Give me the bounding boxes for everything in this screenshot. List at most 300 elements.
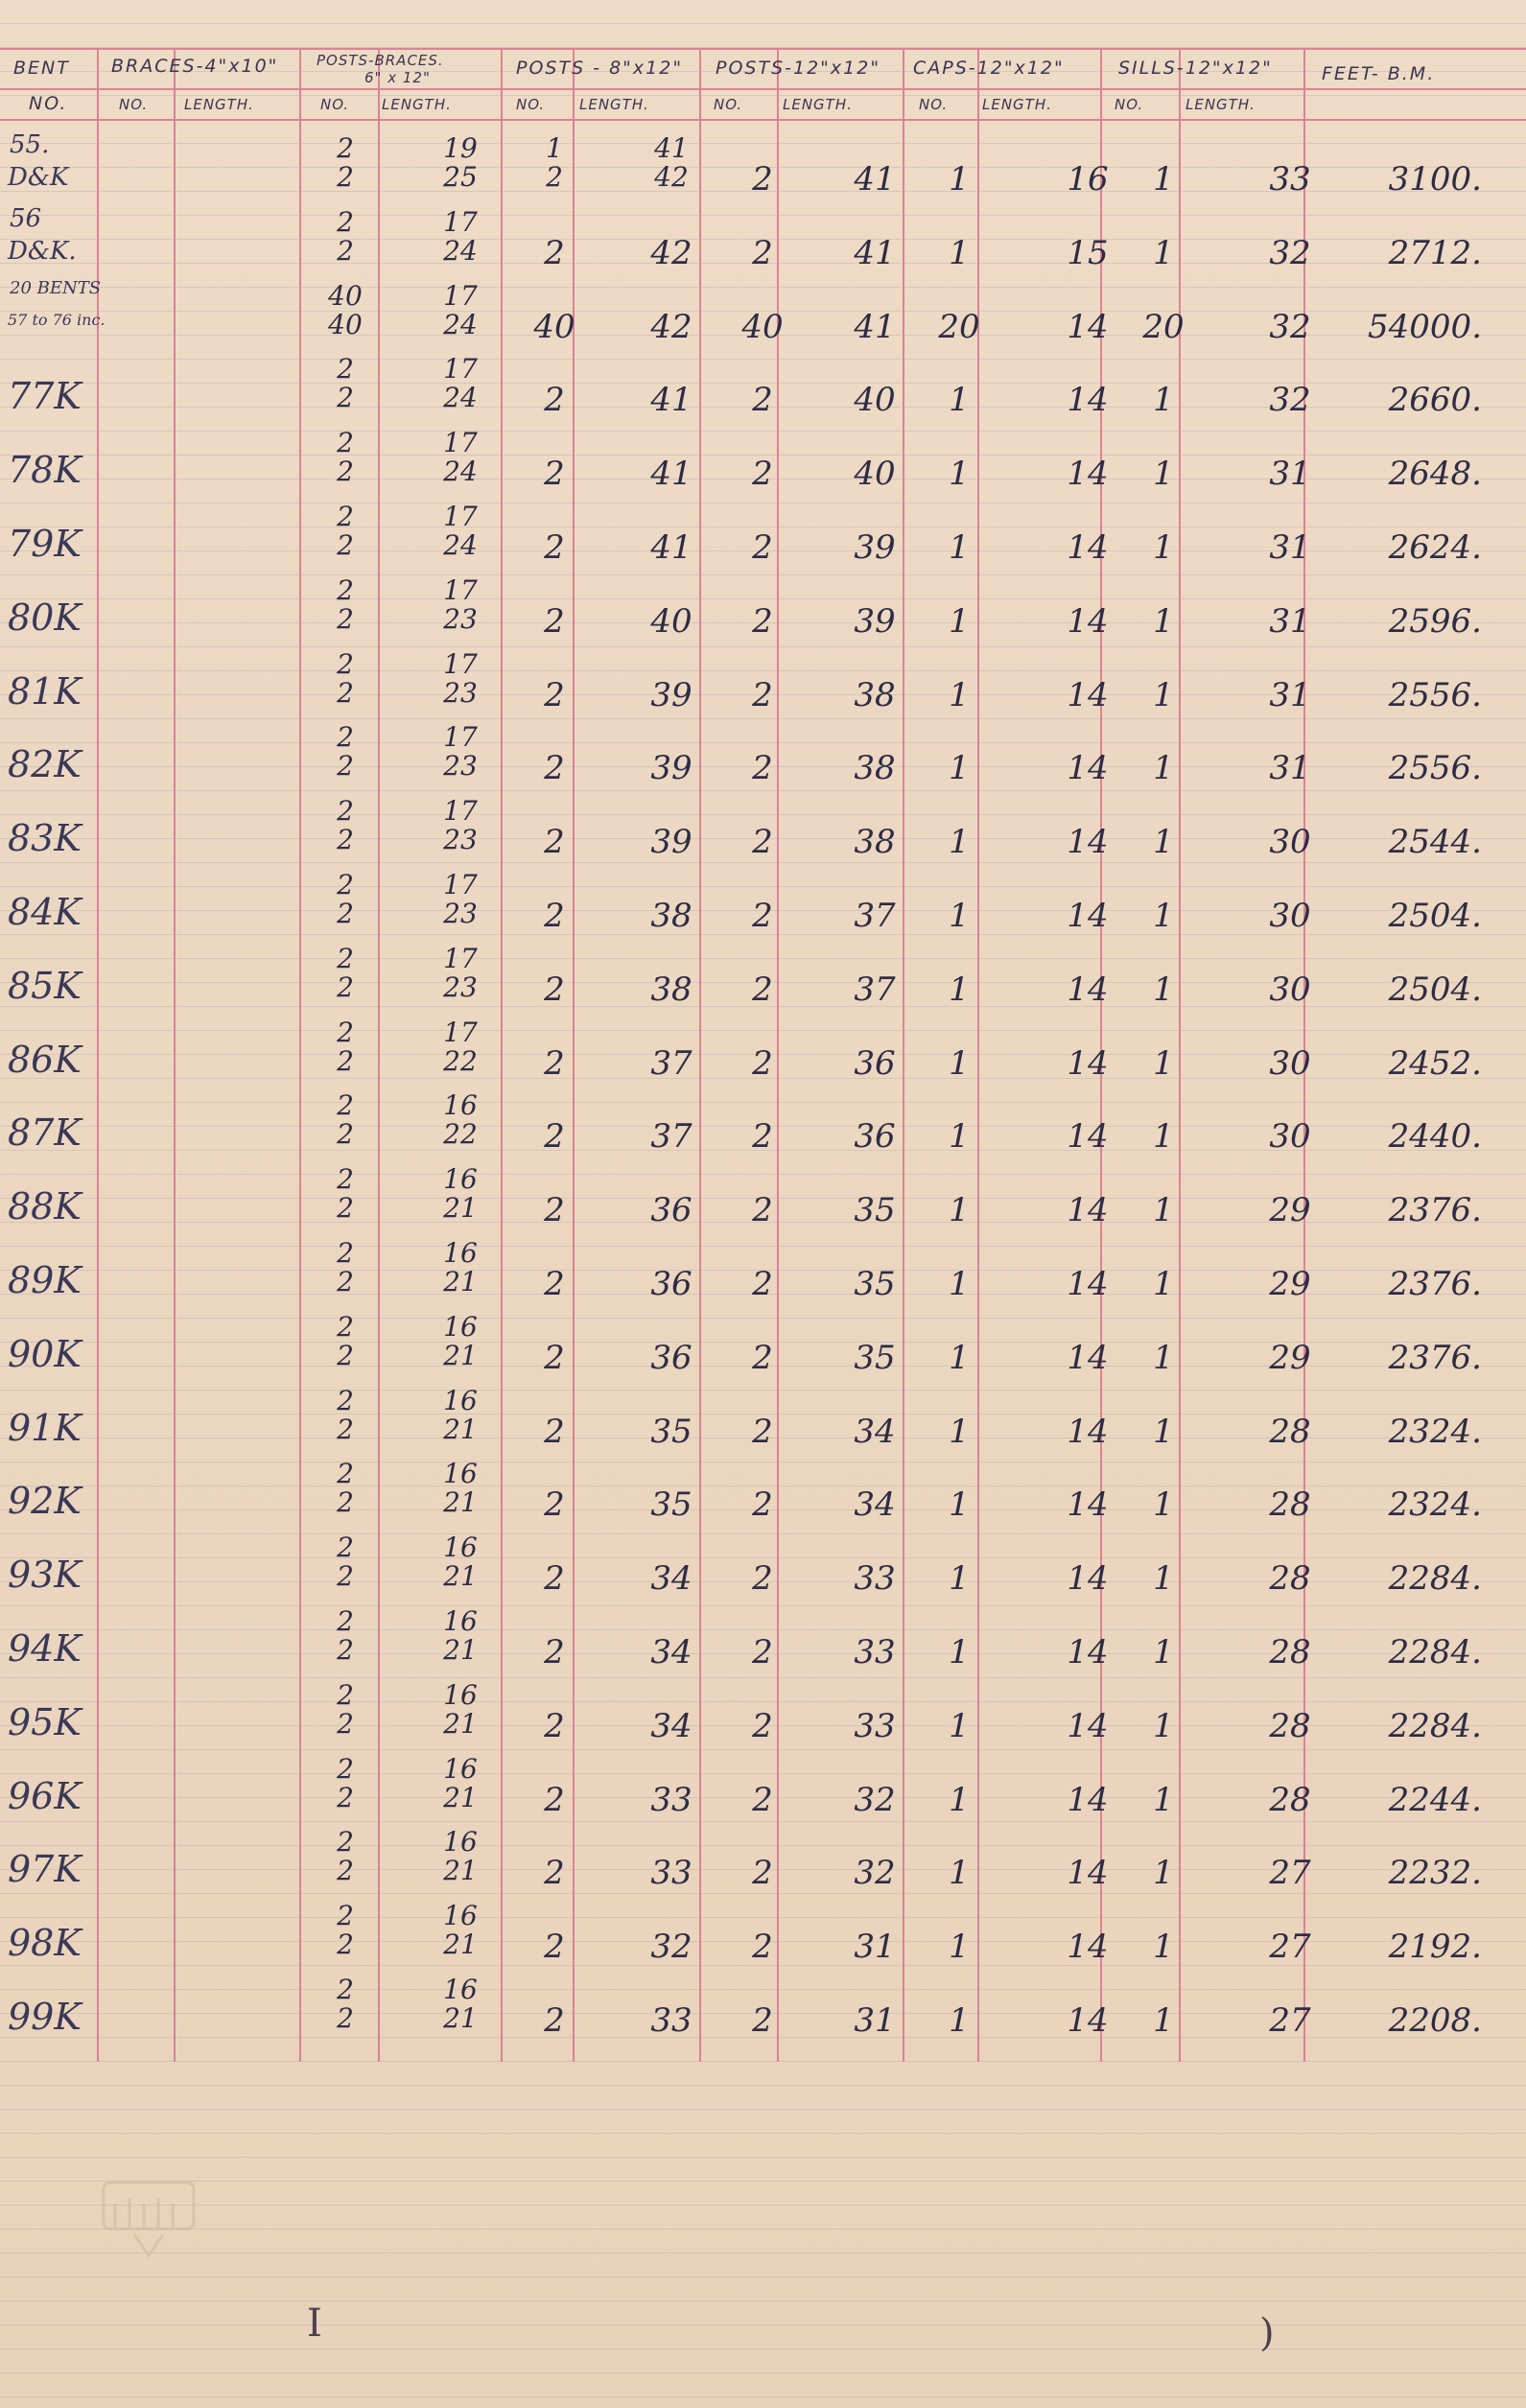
post-braces-length-value: 16 <box>443 1826 478 1859</box>
post-braces-no-value: 2 <box>337 795 354 828</box>
posts8-length: 36 <box>650 1338 693 1377</box>
sills-no: 1 <box>1153 160 1174 199</box>
post-braces-length-value: 16 <box>443 1900 478 1932</box>
post-braces-no-value: 2 <box>337 676 354 709</box>
post-braces-no <box>328 279 363 340</box>
post-braces-length-value: 21 <box>443 1266 478 1298</box>
post-braces-no-value: 2 <box>337 898 354 929</box>
column-rule <box>501 48 503 2062</box>
post-braces-length <box>443 279 478 340</box>
posts12-length: 35 <box>854 1338 896 1377</box>
bent-label: 98K <box>8 1922 82 1965</box>
sills-no: 1 <box>1153 1633 1174 1672</box>
post-braces-length <box>443 1384 478 1445</box>
header-posts-12x12: POSTS-12"x12" <box>716 58 881 79</box>
sills-length: 28 <box>1269 1633 1311 1672</box>
bent-label: 86K <box>8 1038 82 1081</box>
bent-note: 55. <box>10 130 50 159</box>
post-braces-length-value: 22 <box>443 1044 478 1077</box>
post-braces-no-value: 2 <box>337 1339 354 1371</box>
footer-mark-right: ) <box>1259 2311 1275 2355</box>
posts8-no-value: 1 <box>546 132 563 164</box>
post-braces-no <box>337 1828 354 1885</box>
posts8-no: 2 <box>544 528 565 567</box>
posts12-no: 2 <box>752 1338 773 1377</box>
post-braces-length <box>443 1239 478 1297</box>
subheader-sills-length: LENGTH. <box>1186 96 1256 113</box>
caps-length: 14 <box>1067 1559 1109 1599</box>
post-braces-no <box>337 1018 354 1076</box>
caps-no: 1 <box>949 970 970 1009</box>
feet-bm-value: 54000. <box>1368 307 1482 346</box>
column-rule <box>174 48 176 2062</box>
posts12-no: 2 <box>752 1485 773 1525</box>
sills-length: 27 <box>1269 2001 1311 2040</box>
post-braces-no <box>337 429 354 486</box>
column-rule <box>299 48 301 2062</box>
sills-no: 1 <box>1153 2001 1174 2040</box>
post-braces-length-value: 24 <box>443 308 478 340</box>
header-braces: BRACES-4"x10" <box>111 56 279 77</box>
post-braces-no-value: 2 <box>337 1089 354 1122</box>
posts12-no: 2 <box>752 528 773 567</box>
post-braces-no <box>337 1460 354 1517</box>
sills-length: 30 <box>1269 1117 1311 1157</box>
post-braces-no-value: 2 <box>337 1413 354 1445</box>
subheader-braces-no: NO. <box>119 96 149 113</box>
bent-label: 94K <box>8 1627 82 1670</box>
column-rule <box>903 48 904 2062</box>
caps-length: 14 <box>1067 1928 1109 1967</box>
post-braces-no-value: 2 <box>337 1044 354 1077</box>
post-braces-length-value: 21 <box>443 1634 478 1666</box>
posts12-length: 35 <box>854 1191 896 1230</box>
sills-length: 30 <box>1269 1043 1311 1083</box>
post-braces-no-value: 2 <box>337 234 354 267</box>
feet-bm-value: 2544. <box>1388 823 1482 862</box>
posts8-no: 2 <box>544 233 565 272</box>
post-braces-length-value: 23 <box>443 676 478 709</box>
post-braces-no <box>337 503 354 560</box>
feet-bm-value: 2660. <box>1388 381 1482 420</box>
caps-no: 1 <box>949 2001 970 2040</box>
posts8-length: 33 <box>650 1780 693 1819</box>
post-braces-no <box>337 797 354 854</box>
subheader-braces-length: LENGTH. <box>184 96 254 113</box>
post-braces-length <box>443 1460 478 1517</box>
caps-length: 14 <box>1067 897 1109 935</box>
caps-length: 14 <box>1067 455 1109 494</box>
post-braces-length <box>443 723 478 781</box>
posts12-length: 38 <box>854 675 896 714</box>
sills-no: 1 <box>1153 455 1174 494</box>
post-braces-length-value: 22 <box>443 1118 478 1151</box>
posts12-no: 2 <box>752 675 773 714</box>
posts12-no: 2 <box>752 1780 773 1819</box>
sills-no: 1 <box>1153 1559 1174 1599</box>
posts12-length: 33 <box>854 1633 896 1672</box>
caps-length: 14 <box>1067 1338 1109 1377</box>
post-braces-length <box>443 1310 478 1371</box>
posts12-no: 2 <box>752 749 773 788</box>
column-rule <box>378 48 380 2062</box>
sills-length: 29 <box>1269 1265 1311 1303</box>
post-braces-length <box>443 647 478 709</box>
post-braces-length-value: 17 <box>443 501 478 532</box>
post-braces-no-value: 2 <box>337 1531 354 1564</box>
posts12-no: 2 <box>752 970 773 1009</box>
posts12-no: 2 <box>752 1412 773 1451</box>
sills-no: 1 <box>1153 1338 1174 1377</box>
sills-no: 1 <box>1153 528 1174 567</box>
caps-length: 14 <box>1067 1043 1109 1083</box>
post-braces-length-value: 21 <box>443 1707 478 1740</box>
posts12-length: 41 <box>854 160 896 199</box>
posts8-length: 33 <box>650 2001 693 2040</box>
feet-bm-value: 2556. <box>1388 749 1482 788</box>
posts8-length: 38 <box>650 897 693 935</box>
sills-no: 1 <box>1153 1412 1174 1451</box>
posts12-length: 37 <box>854 897 896 935</box>
sills-length: 28 <box>1269 1780 1311 1819</box>
caps-length: 14 <box>1067 970 1109 1009</box>
sills-length: 32 <box>1269 381 1311 420</box>
sills-length: 28 <box>1269 1706 1311 1745</box>
posts8-no: 2 <box>544 1780 565 1819</box>
subheader-posts12-length: LENGTH. <box>783 96 853 113</box>
bent-label: 78K <box>8 449 82 492</box>
post-braces-no-value: 2 <box>337 353 354 386</box>
posts8-no: 2 <box>544 1633 565 1672</box>
caps-no: 1 <box>949 1191 970 1230</box>
sills-length: 28 <box>1269 1412 1311 1451</box>
post-braces-no-value: 2 <box>337 750 354 783</box>
bent-label: 85K <box>8 964 82 1007</box>
caps-length: 14 <box>1067 1706 1109 1745</box>
posts12-no: 2 <box>752 1706 773 1745</box>
sills-length: 32 <box>1269 233 1311 272</box>
post-braces-no-value: 2 <box>337 132 354 164</box>
feet-bm-value: 2192. <box>1388 1928 1482 1967</box>
bent-label: 95K <box>8 1700 82 1743</box>
posts8-length: 34 <box>650 1633 693 1672</box>
post-braces-length <box>443 1975 478 2033</box>
post-braces-length <box>443 573 478 635</box>
caps-length: 14 <box>1067 381 1109 420</box>
bent-label: 93K <box>8 1554 82 1597</box>
caps-no: 1 <box>949 1338 970 1377</box>
post-braces-length-value: 17 <box>443 427 478 459</box>
caps-no: 1 <box>949 528 970 567</box>
subheader-bent-no: NO. <box>29 93 68 114</box>
post-braces-no <box>337 573 354 635</box>
posts12-no: 2 <box>752 381 773 420</box>
post-braces-no-value: 2 <box>337 1486 354 1519</box>
post-braces-length <box>443 1607 478 1665</box>
post-braces-length-value: 17 <box>443 353 478 386</box>
sills-length: 31 <box>1269 601 1311 641</box>
sills-no: 1 <box>1153 823 1174 862</box>
bent-label: 80K <box>8 596 82 639</box>
sills-length: 29 <box>1269 1191 1311 1230</box>
sills-no: 1 <box>1153 1265 1174 1303</box>
post-braces-no-value: 2 <box>337 1192 354 1225</box>
feet-bm-value: 2504. <box>1388 970 1482 1009</box>
post-braces-no-value: 2 <box>337 501 354 532</box>
posts8-no-value: 2 <box>546 161 563 193</box>
post-braces-no <box>337 647 354 709</box>
posts8-no: 2 <box>544 749 565 788</box>
posts8-length: 38 <box>650 970 693 1009</box>
post-braces-no-value: 2 <box>337 1855 354 1887</box>
caps-length: 14 <box>1067 1633 1109 1672</box>
posts8-no: 2 <box>544 601 565 641</box>
posts8-length: 35 <box>650 1485 693 1525</box>
sills-no: 1 <box>1153 233 1174 272</box>
feet-bm-value: 2624. <box>1388 528 1482 567</box>
posts8-length: 39 <box>650 675 693 714</box>
posts8-length: 39 <box>650 823 693 862</box>
post-braces-no <box>337 1165 354 1223</box>
caps-length: 14 <box>1067 1117 1109 1157</box>
post-braces-no <box>337 1902 354 1959</box>
posts12-length: 33 <box>854 1706 896 1745</box>
post-braces-no <box>337 1310 354 1371</box>
posts12-no: 2 <box>752 1117 773 1157</box>
post-braces-length-value: 19 <box>443 132 478 164</box>
posts12-length: 31 <box>854 1928 896 1967</box>
post-braces-length-value: 21 <box>443 1192 478 1225</box>
header-rule <box>0 88 1526 90</box>
bent-label: 77K <box>8 375 82 418</box>
post-braces-no-value: 2 <box>337 161 354 193</box>
post-braces-no-value: 2 <box>337 1974 354 2005</box>
feet-bm-value: 2376. <box>1388 1191 1482 1230</box>
posts8-length: 36 <box>650 1265 693 1303</box>
post-braces-length-value: 23 <box>443 970 478 1003</box>
posts12-length: 31 <box>854 2001 896 2040</box>
post-braces-no-value: 2 <box>337 456 354 488</box>
posts8-length: 35 <box>650 1412 693 1451</box>
header-post-braces-dim: 6" x 12" <box>364 69 431 86</box>
posts12-length: 38 <box>854 749 896 788</box>
post-braces-length-value: 17 <box>443 647 478 680</box>
post-braces-length-value: 16 <box>443 1678 478 1711</box>
bent-label: 57 to 76 inc. <box>8 310 106 329</box>
post-braces-no <box>337 1607 354 1665</box>
feet-bm-value: 2324. <box>1388 1412 1482 1451</box>
subheader-caps-length: LENGTH. <box>982 96 1052 113</box>
posts12-no: 2 <box>752 1191 773 1230</box>
bent-label: 96K <box>8 1774 82 1817</box>
post-braces-length <box>443 1018 478 1076</box>
column-rule <box>699 48 701 2062</box>
post-braces-no <box>337 205 354 267</box>
caps-no: 1 <box>949 1485 970 1525</box>
caps-no: 1 <box>949 1412 970 1451</box>
post-braces-no <box>337 1752 354 1813</box>
post-braces-length <box>443 1678 478 1740</box>
bent-label: 91K <box>8 1406 82 1449</box>
post-braces-length-value: 16 <box>443 1974 478 2005</box>
post-braces-length-value: 21 <box>443 1413 478 1445</box>
post-braces-no-value: 40 <box>328 279 363 312</box>
post-braces-no-value: 2 <box>337 382 354 414</box>
post-braces-no-value: 2 <box>337 647 354 680</box>
feet-bm-value: 2232. <box>1388 1854 1482 1893</box>
post-braces-length-value: 17 <box>443 1016 478 1048</box>
post-braces-length-value: 16 <box>443 1752 478 1785</box>
post-braces-length-value: 21 <box>443 1486 478 1519</box>
bent-note: 20 BENTS <box>10 277 102 298</box>
posts8-no: 2 <box>544 1928 565 1967</box>
posts8-no: 2 <box>544 897 565 935</box>
post-braces-no-value: 2 <box>337 1605 354 1637</box>
posts8-no: 2 <box>544 1485 565 1525</box>
post-braces-length-value: 17 <box>443 795 478 828</box>
caps-length: 14 <box>1067 1191 1109 1230</box>
feet-bm-value: 3100. <box>1388 160 1482 199</box>
bent-label: 79K <box>8 523 82 565</box>
post-braces-length-value: 23 <box>443 824 478 856</box>
caps-no: 1 <box>949 381 970 420</box>
post-braces-length <box>443 1902 478 1959</box>
posts8-no: 2 <box>544 1412 565 1451</box>
posts8-length: 41 <box>650 381 693 420</box>
caps-no: 1 <box>949 1117 970 1157</box>
post-braces-no-value: 2 <box>337 1163 354 1196</box>
feet-bm-value: 2324. <box>1388 1485 1482 1525</box>
post-braces-length-value: 17 <box>443 721 478 754</box>
column-rule <box>573 48 575 2062</box>
posts12-length: 40 <box>854 455 896 494</box>
sills-no: 20 <box>1142 307 1185 346</box>
caps-no: 1 <box>949 233 970 272</box>
post-braces-length <box>443 355 478 412</box>
posts8-length: 41 <box>650 455 693 494</box>
post-braces-no-value: 2 <box>337 824 354 856</box>
post-braces-length-value: 16 <box>443 1163 478 1196</box>
post-braces-no-value: 2 <box>337 1016 354 1048</box>
posts12-length: 34 <box>854 1485 896 1525</box>
posts8-length: 36 <box>650 1191 693 1230</box>
post-braces-length <box>443 134 478 192</box>
posts12-no: 2 <box>752 160 773 199</box>
post-braces-no-value: 2 <box>337 573 354 606</box>
subheader-posts8-length: LENGTH. <box>579 96 649 113</box>
bent-label: 90K <box>8 1332 82 1375</box>
sills-no: 1 <box>1153 1928 1174 1967</box>
bent-label: D&K. <box>8 236 77 266</box>
post-braces-no-value: 2 <box>337 1634 354 1666</box>
footer-mark-left: I <box>307 2302 322 2346</box>
post-braces-no <box>337 1975 354 2033</box>
post-braces-no <box>337 134 354 192</box>
posts8-no: 2 <box>544 1191 565 1230</box>
posts8-no: 2 <box>544 823 565 862</box>
posts8-length-value: 42 <box>654 161 689 193</box>
posts8-length: 42 <box>650 233 693 272</box>
post-braces-length-value: 17 <box>443 205 478 238</box>
post-braces-no-value: 2 <box>337 1118 354 1151</box>
caps-no: 1 <box>949 455 970 494</box>
sills-length: 31 <box>1269 455 1311 494</box>
posts8-length: 32 <box>650 1928 693 1967</box>
posts12-no: 2 <box>752 1928 773 1967</box>
post-braces-no <box>337 723 354 781</box>
post-braces-length-value: 16 <box>443 1605 478 1637</box>
feet-bm-value: 2284. <box>1388 1559 1482 1599</box>
post-braces-length <box>443 1165 478 1223</box>
post-braces-length-value: 21 <box>443 1560 478 1593</box>
posts12-no: 2 <box>752 233 773 272</box>
caps-length: 14 <box>1067 2001 1109 2040</box>
posts8-length: 33 <box>650 1854 693 1893</box>
bent-label: 83K <box>8 817 82 860</box>
sills-length: 28 <box>1269 1485 1311 1525</box>
feet-bm-value: 2208. <box>1388 2001 1482 2040</box>
posts8-no <box>546 134 563 192</box>
caps-length: 14 <box>1067 1485 1109 1525</box>
post-braces-no-value: 2 <box>337 1707 354 1740</box>
posts12-length: 36 <box>854 1117 896 1157</box>
caps-length: 15 <box>1067 233 1109 272</box>
post-braces-no <box>337 1091 354 1149</box>
posts12-no: 2 <box>752 1854 773 1893</box>
sills-no: 1 <box>1153 675 1174 714</box>
post-braces-no-value: 2 <box>337 1900 354 1932</box>
post-braces-length <box>443 942 478 1003</box>
caps-no: 1 <box>949 1633 970 1672</box>
post-braces-length-value: 23 <box>443 750 478 783</box>
emboss-stamp-icon <box>96 2175 201 2261</box>
posts8-length: 41 <box>650 528 693 567</box>
feet-bm-value: 2712. <box>1388 233 1482 272</box>
bent-label: 82K <box>8 743 82 786</box>
posts12-length: 39 <box>854 528 896 567</box>
feet-bm-value: 2556. <box>1388 675 1482 714</box>
caps-length: 16 <box>1067 160 1109 199</box>
post-braces-length-value: 24 <box>443 382 478 414</box>
caps-no: 1 <box>949 749 970 788</box>
posts8-no: 2 <box>544 381 565 420</box>
posts12-no: 2 <box>752 455 773 494</box>
posts8-no: 2 <box>544 1338 565 1377</box>
header-bent: BENT <box>13 58 70 79</box>
post-braces-no-value: 2 <box>337 869 354 900</box>
sills-no: 1 <box>1153 1854 1174 1893</box>
sills-no: 1 <box>1153 1780 1174 1819</box>
posts8-no: 2 <box>544 675 565 714</box>
posts12-length: 41 <box>854 233 896 272</box>
posts12-length: 36 <box>854 1043 896 1083</box>
post-braces-length <box>443 503 478 560</box>
sills-length: 27 <box>1269 1854 1311 1893</box>
posts8-no: 2 <box>544 1854 565 1893</box>
header-sills: SILLS-12"x12" <box>1118 58 1273 79</box>
post-braces-length-value: 16 <box>443 1531 478 1564</box>
feet-bm-value: 2244. <box>1388 1780 1482 1819</box>
posts12-length: 37 <box>854 970 896 1009</box>
caps-no: 1 <box>949 823 970 862</box>
post-braces-no-value: 40 <box>328 308 363 340</box>
post-braces-no-value: 2 <box>337 1237 354 1269</box>
posts8-no: 2 <box>544 970 565 1009</box>
post-braces-length-value: 16 <box>443 1458 478 1490</box>
sills-length: 31 <box>1269 749 1311 788</box>
subheader-posts12-no: NO. <box>714 96 743 113</box>
caps-length: 14 <box>1067 307 1109 346</box>
